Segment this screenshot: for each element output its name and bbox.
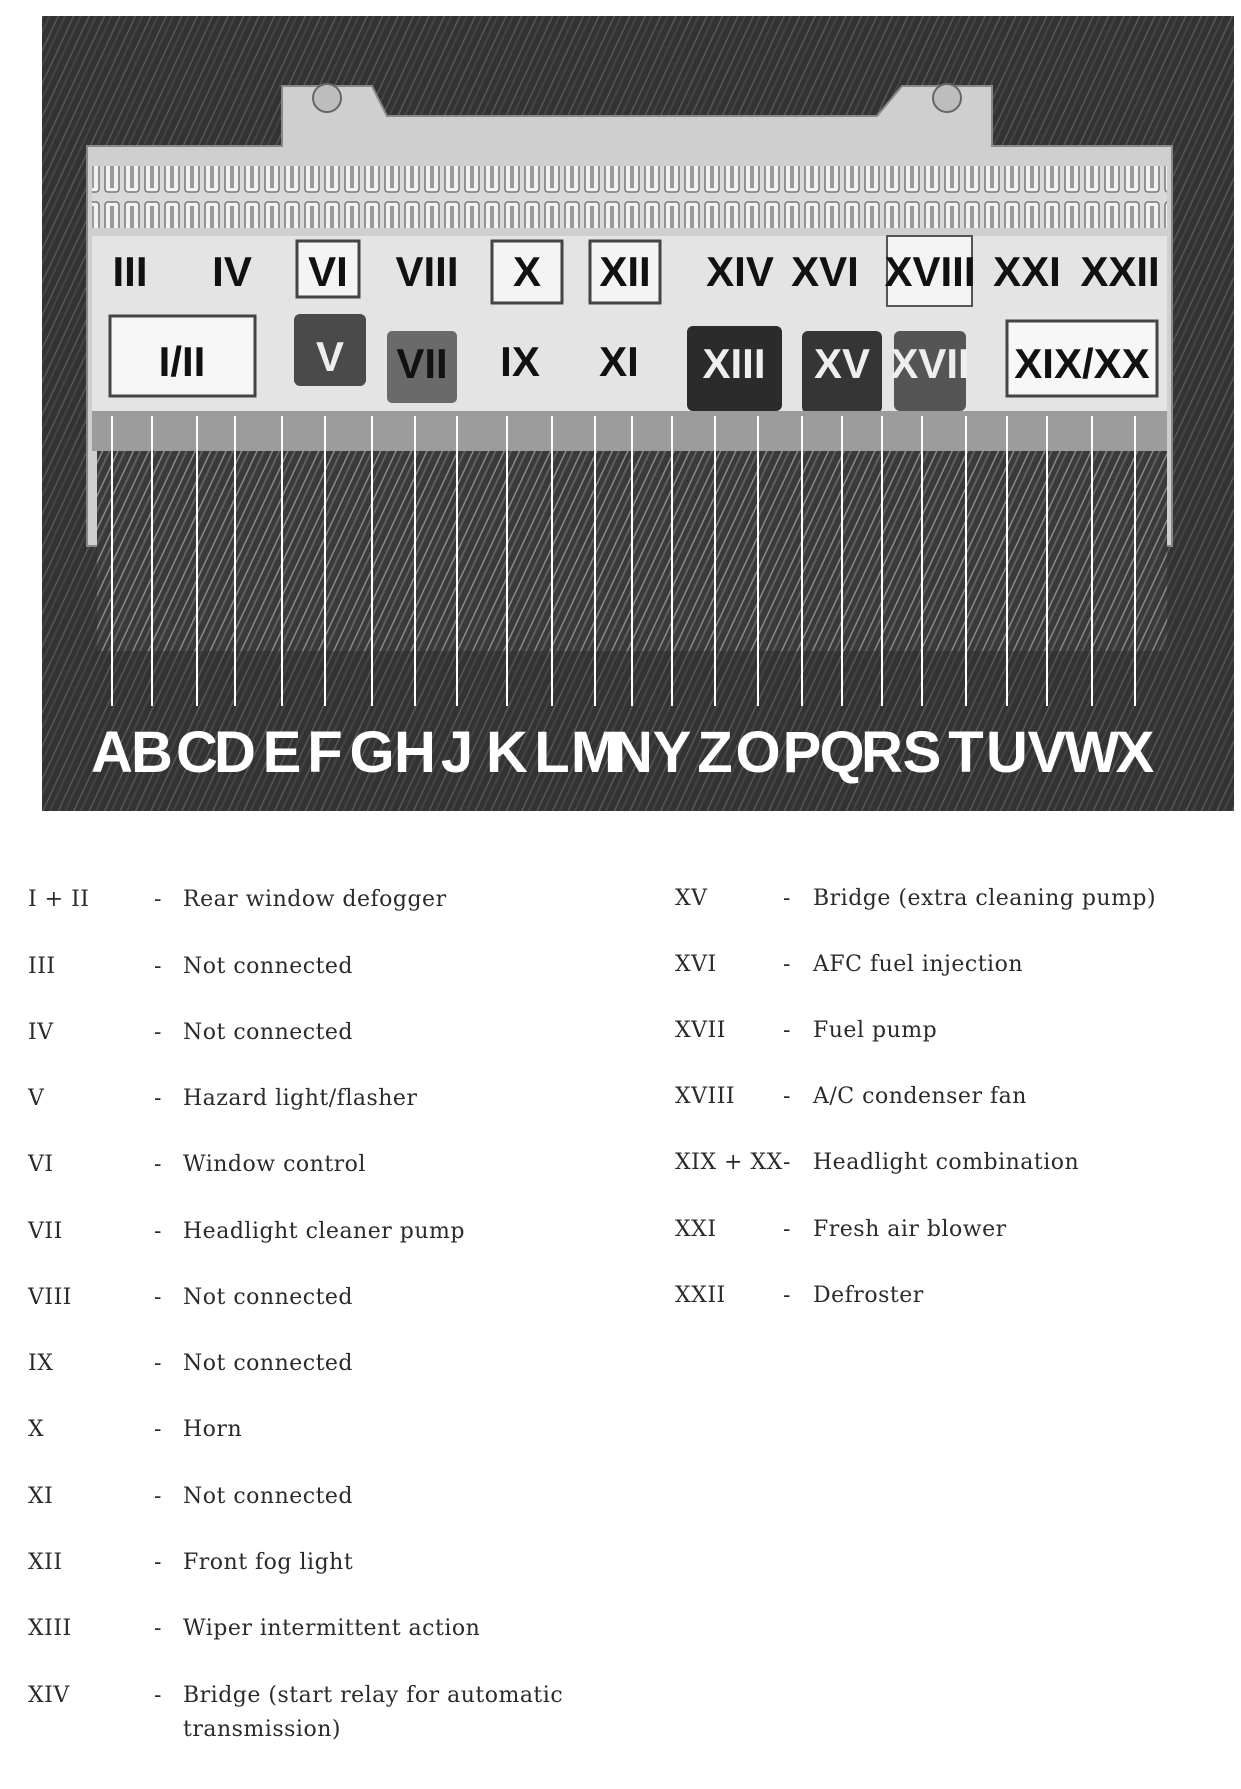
- relay-label-top: XXI: [993, 248, 1061, 295]
- legend-description: Hazard light/flasher: [183, 1086, 418, 1111]
- legend-row: [28, 1480, 603, 1514]
- legend-code: XIII: [28, 1616, 72, 1641]
- legend-description: Headlight combination: [813, 1150, 1080, 1175]
- legend-code: V: [28, 1086, 45, 1111]
- connector-letter: J: [440, 720, 474, 785]
- connector-letter: Q: [819, 720, 865, 785]
- legend-description: Defroster: [813, 1283, 924, 1308]
- legend-row: [28, 1413, 603, 1447]
- legend-dash: -: [154, 954, 162, 979]
- legend-description: A/C condenser fan: [813, 1084, 1027, 1109]
- legend-row: [675, 1080, 1233, 1114]
- legend-description: Fresh air blower: [813, 1217, 1007, 1242]
- legend-code: VII: [28, 1219, 63, 1244]
- legend-description: Not connected: [183, 1020, 354, 1045]
- connector-letter: P: [782, 720, 822, 785]
- legend-code: XIX + XX: [675, 1150, 783, 1175]
- connector-letter: U: [986, 720, 1028, 785]
- legend-row: [675, 1146, 1233, 1180]
- connector-letter: W: [1064, 720, 1120, 785]
- legend-description: Front fog light: [183, 1550, 354, 1575]
- legend-row: [28, 1148, 603, 1182]
- legend-description: Fuel pump: [813, 1018, 938, 1043]
- relay-label-top: XIV: [706, 248, 774, 295]
- legend-row: [28, 1082, 603, 1116]
- legend-code: XVI: [675, 952, 717, 977]
- legend-dash: -: [783, 886, 791, 911]
- legend-dash: -: [154, 1152, 162, 1177]
- legend-row: [28, 1215, 603, 1249]
- connector-letter: A: [91, 720, 133, 785]
- connector-letter: V: [1027, 720, 1067, 785]
- relay-label-bottom: I/II: [158, 338, 206, 385]
- connector-letter: E: [262, 720, 302, 785]
- legend-code: XVIII: [675, 1084, 736, 1109]
- legend-description: Horn: [183, 1417, 243, 1442]
- relay-label-top: XII: [599, 248, 651, 295]
- legend-row: [28, 1546, 603, 1580]
- relay-label-top: X: [512, 248, 542, 295]
- legend-description: Bridge (extra cleaning pump): [813, 886, 1157, 911]
- connector-letter: S: [902, 720, 942, 785]
- legend-code: VI: [28, 1152, 54, 1177]
- legend-code: XI: [28, 1484, 54, 1509]
- fuse-box-photo: [42, 16, 1234, 811]
- legend-dash: -: [783, 1283, 791, 1308]
- connector-letter: Y: [652, 720, 692, 785]
- relay-label-top: IV: [212, 248, 252, 295]
- legend-description: Not connected: [183, 1285, 354, 1310]
- legend-code: I + II: [28, 887, 90, 912]
- legend-dash: -: [154, 1285, 162, 1310]
- relay-label-top: VI: [308, 248, 348, 295]
- relay-label-top: XXII: [1080, 248, 1160, 295]
- legend-dash: -: [154, 1219, 162, 1244]
- relay-label-bottom: V: [315, 333, 345, 380]
- legend-dash: -: [783, 1217, 791, 1242]
- legend-description: Headlight cleaner pump: [183, 1219, 465, 1244]
- relay-label-top: VIII: [395, 248, 459, 295]
- connector-letter: X: [1115, 720, 1155, 785]
- legend-description: Window control: [183, 1152, 366, 1177]
- legend-row: [28, 1347, 603, 1381]
- legend-row: [675, 882, 1233, 916]
- connector-letter: T: [948, 720, 984, 785]
- legend-code: XV: [675, 886, 708, 911]
- legend-description: Not connected: [183, 954, 354, 979]
- relay-label-bottom: IX: [500, 338, 540, 385]
- legend-row: [675, 1279, 1233, 1313]
- legend-dash: -: [154, 1484, 162, 1509]
- legend-dash: -: [154, 1550, 162, 1575]
- legend-code: VIII: [28, 1285, 72, 1310]
- legend-dash: -: [783, 1018, 791, 1043]
- connector-letter: C: [176, 720, 218, 785]
- legend-dash: -: [154, 1351, 162, 1376]
- connector-letter: F: [307, 720, 343, 785]
- legend-description: Wiper intermittent action: [183, 1616, 481, 1641]
- legend-row: [675, 1213, 1233, 1247]
- legend-dash: -: [154, 1417, 162, 1442]
- connector-letter: K: [486, 720, 528, 785]
- connector-letter: Z: [697, 720, 733, 785]
- relay-label-top: XVI: [791, 248, 859, 295]
- legend-code: IV: [28, 1020, 54, 1045]
- legend-dash: -: [154, 887, 162, 912]
- legend-dash: -: [154, 1616, 162, 1641]
- legend-row: [675, 948, 1233, 982]
- legend-row: [28, 1679, 603, 1742]
- relay-label-bottom: XI: [599, 338, 639, 385]
- legend-code: XXI: [675, 1217, 717, 1242]
- legend-code: XXII: [675, 1283, 726, 1308]
- legend-dash: -: [783, 952, 791, 977]
- relay-label-top: XVIII: [884, 248, 976, 295]
- connector-letter: H: [394, 720, 436, 785]
- legend-code: IX: [28, 1351, 54, 1376]
- legend-dash: -: [154, 1683, 162, 1708]
- legend-description: AFC fuel injection: [813, 952, 1023, 977]
- connector-letter: M: [570, 720, 620, 785]
- legend-dash: -: [154, 1086, 162, 1111]
- connector-letter: D: [214, 720, 256, 785]
- legend-description: Rear window defogger: [183, 887, 447, 912]
- legend-dash: -: [154, 1020, 162, 1045]
- legend-row: [28, 1612, 603, 1646]
- legend-code: XVII: [675, 1018, 726, 1043]
- relay-label-bottom: VII: [396, 340, 448, 387]
- connector-letter: G: [349, 720, 395, 785]
- relay-label-top: III: [112, 248, 148, 295]
- relay-label-bottom: XVII: [890, 340, 970, 387]
- connector-letter: L: [534, 720, 570, 785]
- legend-code: XIV: [28, 1683, 70, 1708]
- connector-letter: R: [861, 720, 903, 785]
- legend-row: [28, 883, 603, 917]
- legend-description: Bridge (start relay for automatic transmission): [183, 1683, 564, 1742]
- connector-letter: O: [735, 720, 781, 785]
- legend-code: XII: [28, 1550, 63, 1575]
- legend-dash: -: [783, 1084, 791, 1109]
- legend-code: III: [28, 954, 56, 979]
- legend-row: [28, 1281, 603, 1315]
- legend-description: Not connected: [183, 1484, 354, 1509]
- legend-row: [28, 950, 603, 984]
- legend-description: Not connected: [183, 1351, 354, 1376]
- relay-label-bottom: XV: [813, 340, 871, 387]
- legend-dash: -: [783, 1150, 791, 1175]
- legend-row: [675, 1014, 1233, 1048]
- connector-letter: B: [131, 720, 173, 785]
- connector-letter: N: [611, 720, 653, 785]
- relay-label-bottom: XIII: [702, 340, 766, 387]
- legend-row: [28, 1016, 603, 1050]
- legend-code: X: [28, 1417, 45, 1442]
- relay-label-bottom: XIX/XX: [1014, 340, 1150, 387]
